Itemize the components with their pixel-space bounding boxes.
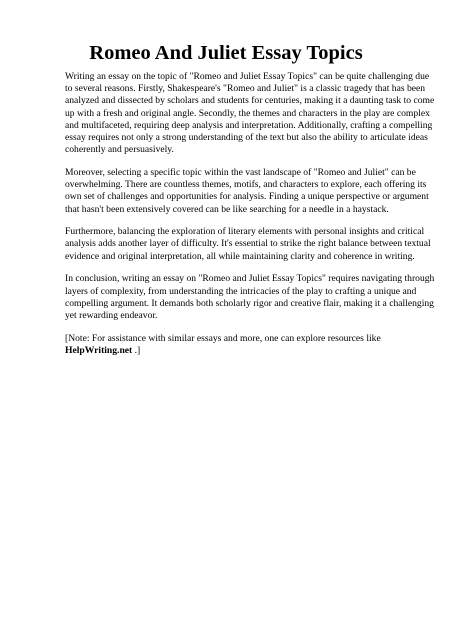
text-line: that hasn't been extensively covered can be like searching for a needle in a haystack. (65, 203, 389, 215)
paragraph-balance (65, 226, 431, 263)
paragraph-conclusion (65, 273, 435, 322)
text-line: essay requires not only a strong understanding of the text but also the ability to articulate ideas (65, 132, 428, 144)
text-line: Furthermore, balancing the exploration of literary elements with personal insights and critical (65, 226, 425, 238)
text-line: and multifaceted, requiring deep analysis and interpretation. Additionally, crafting a compelling (65, 119, 433, 131)
text-line: own set of challenges and opportunities for analysis. Finding a unique perspective or argument (65, 191, 429, 203)
text-line: evidence and original interpretation, all while maintaining clarity and coherence in writing. (65, 250, 415, 262)
paragraph-topic-selection (65, 166, 429, 216)
text-line: analysis adds another layer of difficulty. It's essential to strike the right balance between textual (65, 238, 431, 250)
text-line: In conclusion, writing an essay on "Romeo and Juliet Essay Topics" requires navigating through (65, 273, 435, 285)
text-line: overwhelming. There are countless themes, motifs, and characters to explore, each offering its (65, 179, 427, 191)
text-line: yet rewarding endeavor. (65, 309, 158, 321)
text-line: up with a fresh and original angle. Secondly, the themes and characters in the play are complex (65, 107, 430, 119)
text-line: coherently and persuasively. (65, 144, 174, 156)
brand-link[interactable]: HelpWriting.net (65, 344, 133, 356)
text-line: Moreover, selecting a specific topic within the vast landscape of "Romeo and Juliet" can be (65, 166, 416, 178)
text-line: layers of complexity, from understanding the intricacies of the play to crafting a unique and (65, 285, 417, 297)
paragraph-intro (65, 71, 435, 156)
text-line: Writing an essay on the topic of "Romeo and Juliet Essay Topics" can be quite challenging due (65, 71, 430, 82)
text-line: to several reasons. Firstly, Shakespeare's "Romeo and Juliet" is a classic tragedy that has been (65, 83, 426, 95)
paragraph-note (65, 333, 400, 357)
text-line: compelling argument. It demands both scholarly rigor and creative flair, making it a challenging (65, 297, 434, 309)
note-text: [Note: For assistance with similar essays and more, one can explore resources like (65, 332, 381, 344)
document-title: Romeo And Juliet Essay Topics (89, 42, 363, 64)
text-line: analyzed and dissected by scholars and students for centuries, making it a daunting task to come (65, 95, 435, 107)
note-line-2 (65, 345, 400, 357)
document-body (65, 71, 435, 368)
note-tail: .] (132, 344, 141, 356)
